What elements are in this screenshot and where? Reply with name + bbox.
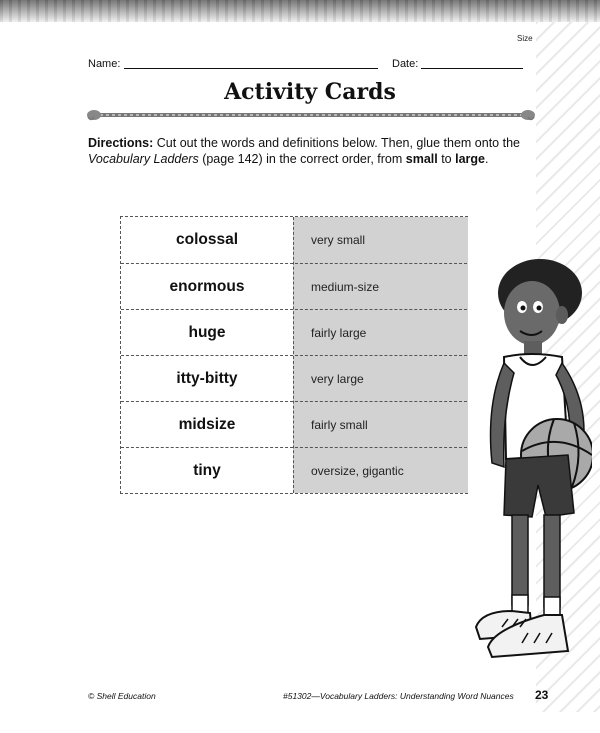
footer-product-title: #51302—Vocabulary Ladders: Understanding Word Nuances bbox=[283, 691, 514, 701]
card-row bbox=[121, 447, 467, 493]
word-card[interactable]: colossal bbox=[175, 231, 239, 248]
date-label: Date: bbox=[392, 58, 419, 70]
date-field[interactable] bbox=[421, 68, 523, 69]
definition-card[interactable]: medium-size bbox=[311, 280, 380, 294]
directions-lead: Directions: bbox=[88, 136, 154, 150]
book-title: Vocabulary Ladders bbox=[88, 152, 199, 166]
word-card[interactable]: huge bbox=[188, 324, 226, 341]
directions-paragraph bbox=[88, 135, 548, 167]
card-row bbox=[121, 217, 467, 263]
word-card[interactable]: tiny bbox=[193, 462, 221, 479]
directions-text-2: (page 142) in the correct order, from bbox=[198, 152, 406, 166]
page-number: 23 bbox=[535, 688, 549, 702]
small-word: small bbox=[405, 152, 438, 166]
footer-copyright: © Shell Education bbox=[88, 691, 156, 701]
word-card[interactable]: midsize bbox=[178, 416, 236, 433]
top-texture-band bbox=[0, 0, 600, 22]
directions-end: . bbox=[485, 152, 489, 166]
card-row bbox=[121, 263, 467, 309]
card-row bbox=[121, 309, 467, 355]
directions-text-1: Cut out the words and definitions below. Then, glue them onto the bbox=[153, 136, 520, 150]
page-title: Activity Cards bbox=[224, 79, 396, 105]
definition-card[interactable]: fairly small bbox=[311, 418, 368, 432]
name-label: Name: bbox=[88, 58, 121, 70]
activity-cards-grid bbox=[120, 216, 468, 494]
name-field[interactable] bbox=[124, 68, 378, 69]
card-row bbox=[121, 355, 467, 401]
definition-card[interactable]: very large bbox=[311, 372, 364, 386]
rope-divider bbox=[86, 108, 536, 122]
word-card[interactable]: itty-bitty bbox=[176, 370, 238, 387]
section-tag: Size bbox=[517, 34, 533, 43]
definition-card[interactable]: oversize, gigantic bbox=[311, 464, 404, 478]
definition-card[interactable]: very small bbox=[311, 233, 366, 247]
word-card[interactable]: enormous bbox=[169, 278, 245, 295]
directions-to: to bbox=[437, 152, 456, 166]
basketball-boy-illustration bbox=[462, 255, 592, 670]
large-word: large bbox=[455, 152, 485, 166]
card-row bbox=[121, 401, 467, 447]
definition-card[interactable]: fairly large bbox=[311, 326, 367, 340]
